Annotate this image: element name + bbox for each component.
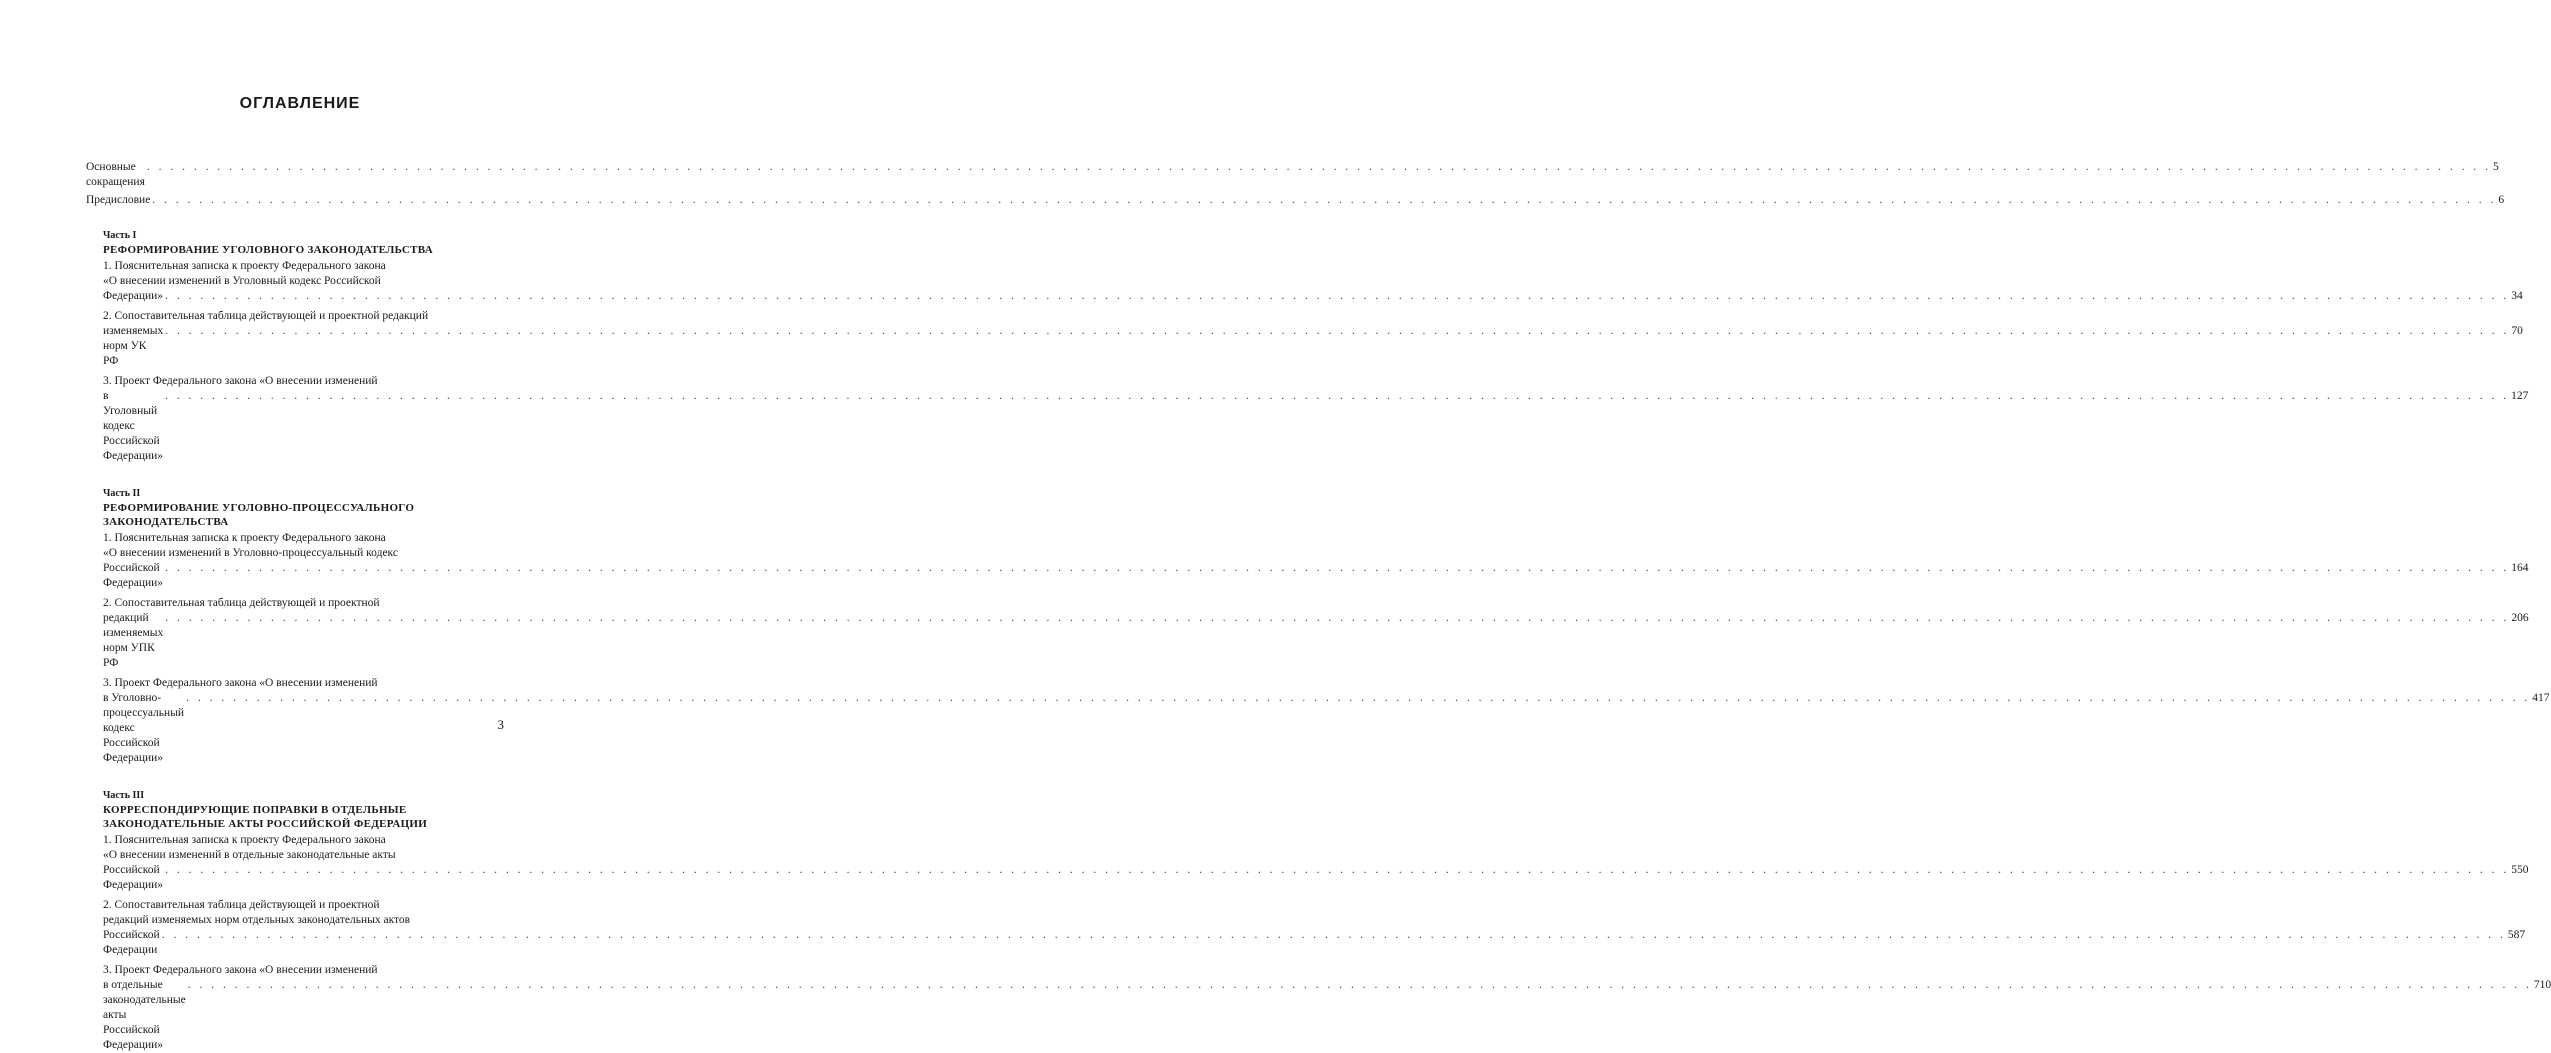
toc-page-ref: 710 [2533, 979, 2551, 991]
toc-page-ref: 164 [2511, 562, 2529, 574]
toc-entry-last-line [103, 928, 2525, 958]
toc-entry-text [103, 309, 2523, 369]
part-label: Часть II [103, 488, 141, 499]
toc-entry-line: Российской Федерации [103, 929, 160, 956]
toc-entry-text [86, 193, 2504, 208]
toc-entry-line: редакций изменяемых норм отдельных законодательных актов [103, 914, 411, 926]
part-title: ЗАКОНОДАТЕЛЬСТВА [103, 516, 229, 528]
toc-entry-last-line [86, 193, 2504, 208]
toc-page-ref: 206 [2511, 612, 2529, 624]
page-number: 3 [497, 717, 504, 732]
toc-entry-line: в отдельные законодательные акты Российской Федерации» [103, 979, 186, 1051]
toc-entry-line: 2. Сопоставительная таблица действующей и проектной [103, 597, 380, 609]
part-title: ЗАКОНОДАТЕЛЬНЫЕ АКТЫ РОССИЙСКОЙ ФЕДЕРАЦИИ [103, 818, 428, 830]
toc-entry-line: редакций изменяемых норм УПК РФ [103, 612, 164, 669]
toc-entry-line: 3. Проект Федерального закона «О внесении изменений [103, 375, 378, 387]
leader-dots: . . . . . . . . . . . . . . . . . . . . . . . . . . . . . . . . . . . . . . . . . . . . . . . . . . . . . . . . . . . . . . . . . . . . . . . . . . . . . . . . . . . . . . . . . . . . . . . . . . . . . . . . . . . . . . . . . . . . . . . . . . . . . . . . . . . . . . . . . . . . . . . . . . . . . . . . . . . . . . . . . . . . . . . . . . . . . . . . . . . . . . . . . . . . . . . . . . . . . . . . [165, 612, 2510, 624]
toc-entry-text [103, 833, 2528, 893]
toc-page-ref: 550 [2511, 864, 2529, 876]
toc-entry-last-line [103, 691, 2549, 766]
toc-entry-text [103, 531, 2528, 591]
toc-entry-last-line [103, 561, 2528, 591]
toc-entry-line: Основные сокращения [86, 161, 145, 188]
toc-entry [103, 531, 2529, 591]
toc-entry-line: «О внесении изменений в Уголовно-процессуальный кодекс [103, 547, 398, 559]
toc-entry-text [103, 259, 2523, 304]
leader-dots: . . . . . . . . . . . . . . . . . . . . . . . . . . . . . . . . . . . . . . . . . . . . . . . . . . . . . . . . . . . . . . . . . . . . . . . . . . . . . . . . . . . . . . . . . . . . . . . . . . . . . . . . . . . . . . . . . . . . . . . . . . . . . . . . . . . . . . . . . . . . . . . . . . . . . . . . . . . . . . . . . . . . . . . . . . . . . . . . . . . . . . . . . . . . . . . . . . . . . . . . [165, 290, 2510, 302]
toc-entry-line: Российской Федерации» [103, 562, 164, 589]
toc-page-ref: 587 [2507, 929, 2526, 941]
toc-entry-last-line [86, 160, 2499, 190]
toc-entry-line: 1. Пояснительная записка к проекту Федерального закона [103, 260, 386, 272]
toc-entry-line: изменяемых норм УК РФ [103, 325, 164, 367]
toc-entry-line: в Уголовный кодекс Российской Федерации» [103, 390, 164, 462]
toc-entry-text [103, 374, 2528, 464]
toc-entry-line: 3. Проект Федерального закона «О внесении изменений [103, 677, 378, 689]
toc-entry-text [103, 963, 2551, 1053]
toc-entry [103, 676, 2550, 766]
leader-dots: . . . . . . . . . . . . . . . . . . . . . . . . . . . . . . . . . . . . . . . . . . . . . . . . . . . . . . . . . . . . . . . . . . . . . . . . . . . . . . . . . . . . . . . . . . . . . . . . . . . . . . . . . . . . . . . . . . . . . . . . . . . . . . . . . . . . . . . . . . . . . . . . . . . . . . . . . . . . . . . . . . . . . . . . . . . . . . . . . . . . . . . . . . . . . . . . . . . . . . . . [187, 979, 2532, 991]
toc-entry-last-line [103, 611, 2529, 671]
leader-dots: . . . . . . . . . . . . . . . . . . . . . . . . . . . . . . . . . . . . . . . . . . . . . . . . . . . . . . . . . . . . . . . . . . . . . . . . . . . . . . . . . . . . . . . . . . . . . . . . . . . . . . . . . . . . . . . . . . . . . . . . . . . . . . . . . . . . . . . . . . . . . . . . . . . . . . . . . . . . . . . . . . . . . . . . . . . . . . . . . . . . . . . . . . . . . . . . . . . . . . . . [161, 929, 2506, 941]
toc-entry-line: 2. Сопоставительная таблица действующей и проектной редакций [103, 310, 429, 322]
leader-dots: . . . . . . . . . . . . . . . . . . . . . . . . . . . . . . . . . . . . . . . . . . . . . . . . . . . . . . . . . . . . . . . . . . . . . . . . . . . . . . . . . . . . . . . . . . . . . . . . . . . . . . . . . . . . . . . . . . . . . . . . . . . . . . . . . . . . . . . . . . . . . . . . . . . . . . . . . . . . . . . . . . . . . . . . . . . . . . . . . . . . . . . . . . . . . . . . . . . . . . . . [165, 562, 2510, 574]
leader-dots: . . . . . . . . . . . . . . . . . . . . . . . . . . . . . . . . . . . . . . . . . . . . . . . . . . . . . . . . . . . . . . . . . . . . . . . . . . . . . . . . . . . . . . . . . . . . . . . . . . . . . . . . . . . . . . . . . . . . . . . . . . . . . . . . . . . . . . . . . . . . . . . . . . . . . . . . . . . . . . . . . . . . . . . . . . . . . . . . . . . . . . . . . . . . . . . . . . . . . . . . [152, 194, 2497, 206]
toc-entry [103, 259, 2523, 304]
toc-entry-text [103, 596, 2529, 671]
toc-entry-last-line [103, 289, 2523, 304]
toc-entry [103, 833, 2529, 893]
toc-entry-line: 2. Сопоставительная таблица действующей и проектной [103, 899, 380, 911]
part-title: РЕФОРМИРОВАНИЕ УГОЛОВНО-ПРОЦЕССУАЛЬНОГО [103, 502, 415, 514]
toc-entry-line: «О внесении изменений в отдельные законодательные акты [103, 849, 396, 861]
toc-entry-text [86, 160, 2499, 190]
toc-page-ref: 6 [2498, 194, 2505, 206]
leader-dots: . . . . . . . . . . . . . . . . . . . . . . . . . . . . . . . . . . . . . . . . . . . . . . . . . . . . . . . . . . . . . . . . . . . . . . . . . . . . . . . . . . . . . . . . . . . . . . . . . . . . . . . . . . . . . . . . . . . . . . . . . . . . . . . . . . . . . . . . . . . . . . . . . . . . . . . . . . . . . . . . . . . . . . . . . . . . . . . . . . . . . . . . . . . . . . . . . . . . . . . . [165, 864, 2510, 876]
table-of-contents [86, 160, 2551, 1053]
toc-entry-text [103, 898, 2525, 958]
toc-entry [86, 160, 2499, 190]
toc-page-ref: 417 [2532, 692, 2550, 704]
leader-dots: . . . . . . . . . . . . . . . . . . . . . . . . . . . . . . . . . . . . . . . . . . . . . . . . . . . . . . . . . . . . . . . . . . . . . . . . . . . . . . . . . . . . . . . . . . . . . . . . . . . . . . . . . . . . . . . . . . . . . . . . . . . . . . . . . . . . . . . . . . . . . . . . . . . . . . . . . . . . . . . . . . . . . . . . . . . . . . . . . . . . . . . . . . . . . . . . . . . . . . . . [186, 692, 2531, 704]
toc-entry-line: Российской Федерации» [103, 864, 164, 891]
toc-entry [86, 193, 2505, 208]
part-title: КОРРЕСПОНДИРУЮЩИЕ ПОПРАВКИ В ОТДЕЛЬНЫЕ [103, 804, 407, 816]
toc-entry-line: 3. Проект Федерального закона «О внесении изменений [103, 964, 378, 976]
toc-page-ref: 127 [2511, 390, 2529, 402]
toc-entry [103, 963, 2551, 1053]
toc-entry [103, 374, 2529, 464]
leader-dots: . . . . . . . . . . . . . . . . . . . . . . . . . . . . . . . . . . . . . . . . . . . . . . . . . . . . . . . . . . . . . . . . . . . . . . . . . . . . . . . . . . . . . . . . . . . . . . . . . . . . . . . . . . . . . . . . . . . . . . . . . . . . . . . . . . . . . . . . . . . . . . . . . . . . . . . . . . . . . . . . . . . . . . . . . . . . . . . . . . . . . . . . . . . . . . . . . . . . . . . . [165, 325, 2510, 337]
toc-entry-line: в Уголовно-процессуальный кодекс Российской Федерации» [103, 692, 185, 764]
toc-page-ref: 70 [2511, 325, 2523, 337]
toc-entry-text [103, 676, 2549, 766]
toc-entry-last-line [103, 389, 2528, 464]
toc-entry [103, 309, 2523, 369]
part-label: Часть III [103, 790, 145, 801]
toc-entry-line: 1. Пояснительная записка к проекту Федерального закона [103, 834, 386, 846]
toc-entry-line: Федерации» [103, 290, 164, 302]
part-title: РЕФОРМИРОВАНИЕ УГОЛОВНОГО ЗАКОНОДАТЕЛЬСТВА [103, 244, 433, 256]
toc-entry-last-line [103, 324, 2523, 369]
toc-entry-last-line [103, 978, 2551, 1053]
toc-entry [103, 596, 2529, 671]
part-label: Часть I [103, 230, 137, 241]
toc-page-ref: 5 [2492, 161, 2499, 173]
toc-entry-last-line [103, 863, 2528, 893]
page-title: ОГЛАВЛЕНИЕ [239, 95, 361, 112]
toc-page-ref: 34 [2511, 290, 2523, 302]
toc-entry [103, 898, 2526, 958]
leader-dots: . . . . . . . . . . . . . . . . . . . . . . . . . . . . . . . . . . . . . . . . . . . . . . . . . . . . . . . . . . . . . . . . . . . . . . . . . . . . . . . . . . . . . . . . . . . . . . . . . . . . . . . . . . . . . . . . . . . . . . . . . . . . . . . . . . . . . . . . . . . . . . . . . . . . . . . . . . . . . . . . . . . . . . . . . . . . . . . . . . . . . . . . . . . . . . . . . . . . . . . . [146, 161, 2491, 173]
toc-entry-line: 1. Пояснительная записка к проекту Федерального закона [103, 532, 386, 544]
leader-dots: . . . . . . . . . . . . . . . . . . . . . . . . . . . . . . . . . . . . . . . . . . . . . . . . . . . . . . . . . . . . . . . . . . . . . . . . . . . . . . . . . . . . . . . . . . . . . . . . . . . . . . . . . . . . . . . . . . . . . . . . . . . . . . . . . . . . . . . . . . . . . . . . . . . . . . . . . . . . . . . . . . . . . . . . . . . . . . . . . . . . . . . . . . . . . . . . . . . . . . . . [165, 390, 2510, 402]
toc-entry-line: «О внесении изменений в Уголовный кодекс Российской [103, 275, 381, 287]
toc-entry-line: Предисловие [86, 194, 151, 206]
